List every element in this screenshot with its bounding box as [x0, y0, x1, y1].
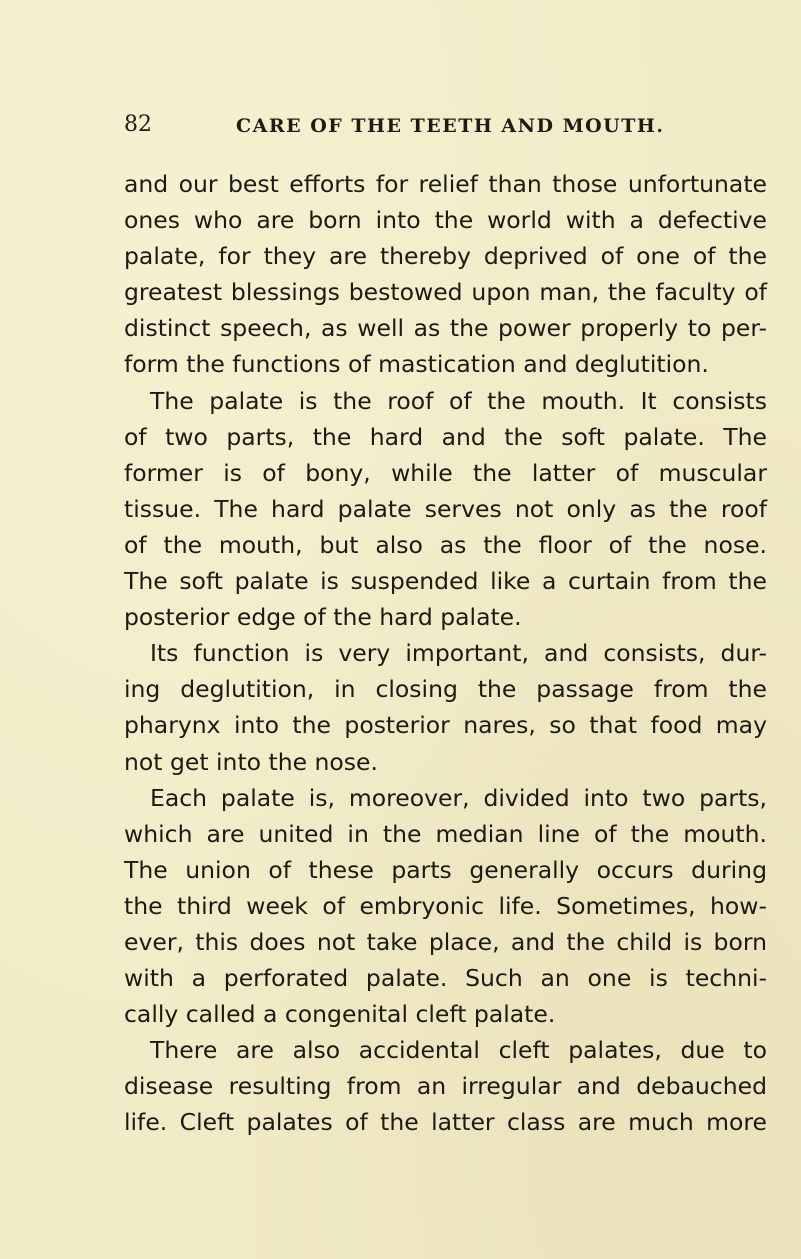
text-line: life. Cleft palates of the latter class are much more	[124, 1108, 767, 1137]
text-line: Each palate is, moreover, divided into two parts,	[150, 783, 767, 812]
text-line: of the mouth, but also as the floor of the nose.	[124, 530, 767, 559]
text-line: pharynx into the posterior nares, so that food may	[124, 711, 767, 740]
text-line: ones who are born into the world with a defective	[124, 206, 767, 235]
text-line: form the functions of mastication and deglutition.	[124, 350, 709, 379]
text-line: former is of bony, while the latter of muscular	[124, 458, 767, 487]
running-head	[124, 112, 764, 142]
text-line: The palate is the roof of the mouth. It consists	[150, 386, 767, 415]
text-line: There are also accidental cleft palates, due to	[150, 1036, 767, 1065]
page-number: 82	[124, 112, 152, 137]
text-line: greatest blessings bestowed upon man, the faculty of	[124, 278, 767, 307]
text-line: tissue. The hard palate serves not only as the roof	[124, 494, 767, 523]
text-line: with a perforated palate. Such an one is techni-	[124, 964, 767, 993]
text-line: which are united in the median line of the mouth.	[124, 819, 767, 848]
text-line: The soft palate is suspended like a curtain from the	[124, 567, 767, 596]
text-line: distinct speech, as well as the power properly to per-	[124, 314, 767, 343]
running-title: CARE OF THE TEETH AND MOUTH.	[236, 115, 665, 137]
text-line: ever, this does not take place, and the child is born	[124, 927, 767, 956]
text-line: The union of these parts generally occurs during	[124, 855, 767, 884]
text-line: not get into the nose.	[124, 747, 378, 776]
text-line: Its function is very important, and consists, dur-	[150, 639, 767, 668]
text-line: posterior edge of the hard palate.	[124, 603, 522, 632]
text-line: of two parts, the hard and the soft palate. The	[124, 422, 767, 451]
text-line: palate, for they are thereby deprived of one of the	[124, 242, 767, 271]
text-line: the third week of embryonic life. Sometimes, how-	[124, 891, 767, 920]
text-line: ing deglutition, in closing the passage from the	[124, 675, 767, 704]
text-line: disease resulting from an irregular and debauched	[124, 1072, 767, 1101]
body-text	[124, 166, 767, 1141]
text-line: cally called a congenital cleft palate.	[124, 1000, 556, 1029]
text-line: and our best efforts for relief than those unfortunate	[124, 170, 767, 198]
